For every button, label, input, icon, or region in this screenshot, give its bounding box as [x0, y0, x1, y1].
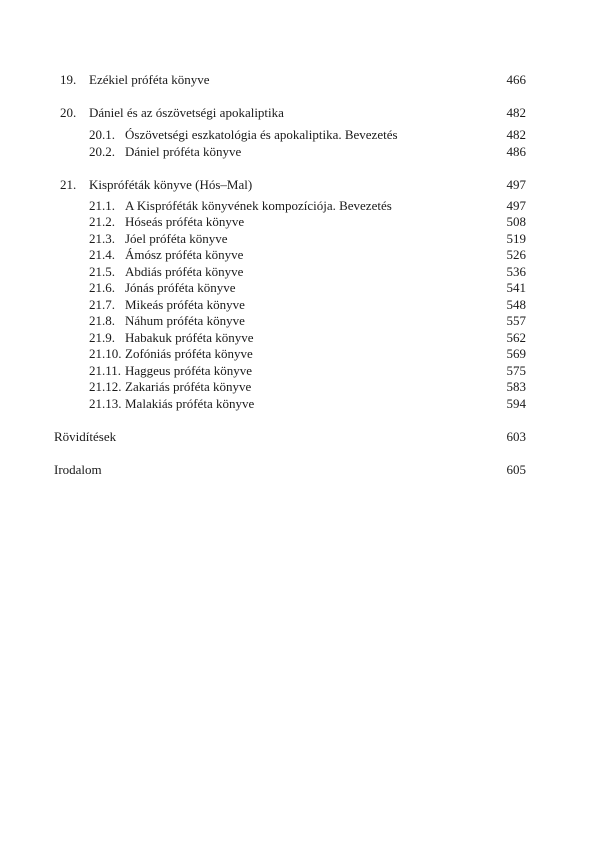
toc-chapter-19: [0, 71, 600, 89]
toc-section-21-4: [0, 246, 600, 264]
page-number: 594: [506, 396, 526, 411]
page-number: 569: [506, 346, 526, 361]
section-number: 21.2.: [89, 214, 115, 229]
toc-bibliography: [0, 461, 600, 479]
toc-section-20-2: [0, 143, 600, 161]
section-title: Ámósz próféta könyve: [125, 247, 244, 262]
section-title: Mikeás próféta könyve: [125, 297, 245, 312]
section-title: A Kispróféták könyvének kompozíciója. Bevezetés: [125, 198, 392, 213]
section-title: Hóseás próféta könyve: [125, 214, 245, 229]
section-title: Dániel próféta könyve: [125, 144, 242, 159]
toc-chapter-20: [0, 104, 600, 122]
page-number: 508: [506, 214, 526, 229]
section-title: Jónás próféta könyve: [125, 280, 236, 295]
toc-section-21-8: [0, 312, 600, 330]
chapter-title: Ezékiel próféta könyve: [89, 72, 210, 87]
section-number: 21.10.: [89, 346, 122, 361]
section-title: Ószövetségi eszkatológia és apokaliptika. Bevezetés: [125, 127, 398, 142]
page-number: 603: [506, 429, 526, 444]
page-number: 497: [506, 177, 526, 192]
section-title: Jóel próféta könyve: [125, 231, 228, 246]
page-number: 557: [506, 313, 526, 328]
section-number: 21.3.: [89, 231, 115, 246]
toc-section-20-1: [0, 126, 600, 144]
section-number: 21.5.: [89, 264, 115, 279]
section-number: 21.6.: [89, 280, 115, 295]
toc-section-21-13: [0, 395, 600, 413]
section-number: 21.1.: [89, 198, 115, 213]
section-title: Zofóniás próféta könyve: [125, 346, 253, 361]
section-number: 21.13.: [89, 396, 122, 411]
back-matter-title: Irodalom: [54, 462, 102, 477]
page-number: 548: [506, 297, 526, 312]
section-number: 21.7.: [89, 297, 115, 312]
section-number: 21.12.: [89, 379, 122, 394]
page-number: 575: [506, 363, 526, 378]
toc-section-21-10: [0, 345, 600, 363]
page-number: 583: [506, 379, 526, 394]
section-number: 21.11.: [89, 363, 122, 378]
chapter-number: 20.: [60, 105, 77, 120]
section-number: 21.4.: [89, 247, 115, 262]
page-number: 497: [506, 198, 526, 213]
section-number: 20.1.: [89, 127, 115, 142]
page-number: 562: [506, 330, 526, 345]
page-number: 526: [506, 247, 526, 262]
page-number: 519: [506, 231, 526, 246]
toc-chapter-21: [0, 176, 600, 194]
chapter-title: Dániel és az ószövetségi apokaliptika: [89, 105, 284, 120]
section-number: 21.8.: [89, 313, 115, 328]
section-title: Abdiás próféta könyve: [125, 264, 244, 279]
section-title: Habakuk próféta könyve: [125, 330, 254, 345]
section-title: Haggeus próféta könyve: [125, 363, 253, 378]
toc-section-21-12: [0, 378, 600, 396]
page-number: 482: [506, 127, 526, 142]
page-number: 536: [506, 264, 526, 279]
page-number: 466: [506, 72, 526, 87]
page-number: 605: [506, 462, 526, 477]
chapter-title: Kispróféták könyve (Hós–Mal): [89, 177, 253, 192]
section-number: 20.2.: [89, 144, 115, 159]
chapter-number: 19.: [60, 72, 77, 87]
back-matter-title: Rövidítések: [54, 429, 117, 444]
section-number: 21.9.: [89, 330, 115, 345]
toc-section-21-2: [0, 213, 600, 231]
section-title: Malakiás próféta könyve: [125, 396, 255, 411]
section-title: Náhum próféta könyve: [125, 313, 245, 328]
section-title: Zakariás próféta könyve: [125, 379, 252, 394]
page-number: 482: [506, 105, 526, 120]
page-number: 486: [506, 144, 526, 159]
page-number: 541: [506, 280, 526, 295]
toc-abbreviations: [0, 428, 600, 446]
toc-section-21-6: [0, 279, 600, 297]
chapter-number: 21.: [60, 177, 77, 192]
